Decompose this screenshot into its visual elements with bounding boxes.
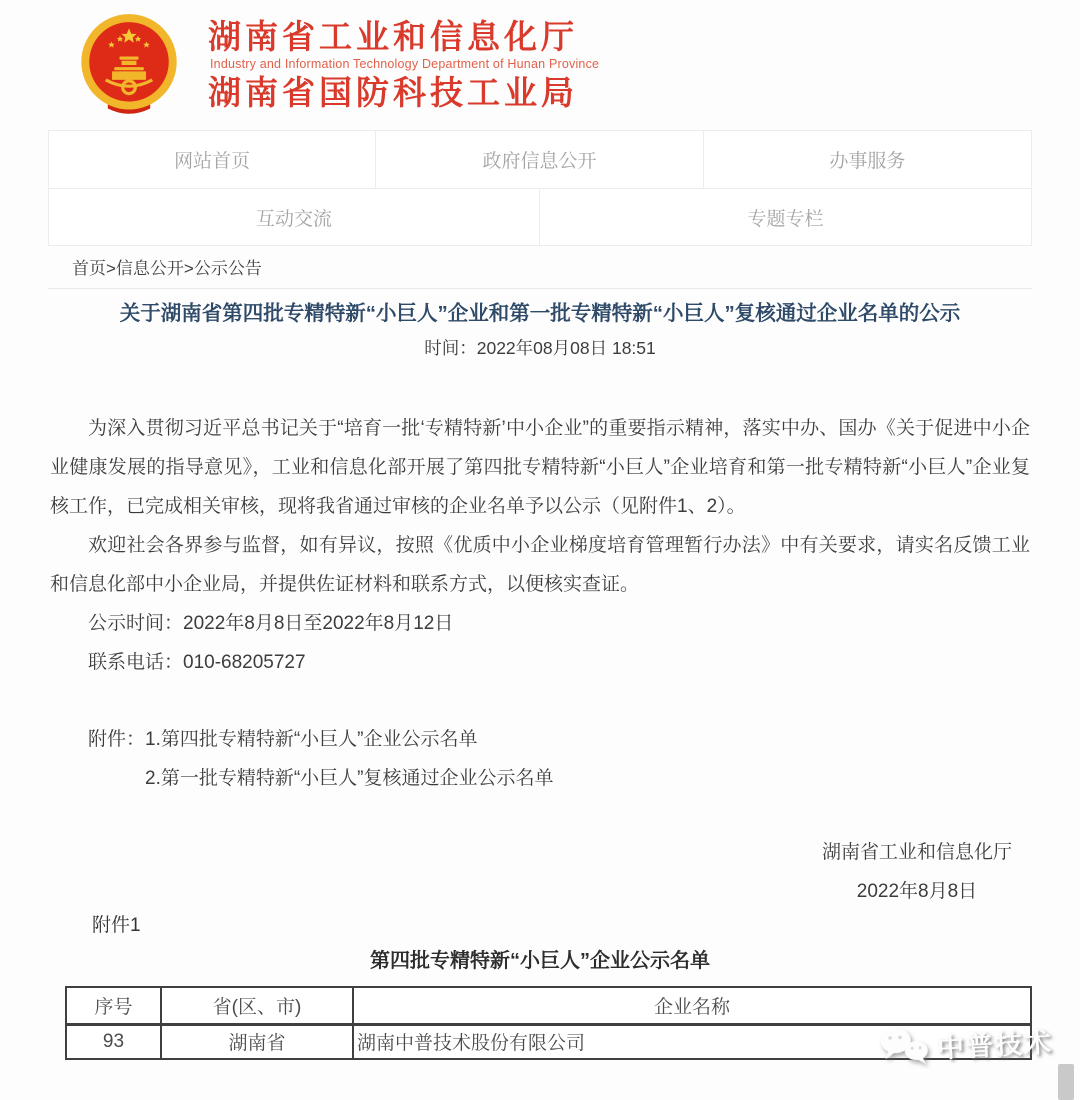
attachment-item-2: 2.第一批专精特新“小巨人”复核通过企业公示名单 xyxy=(145,768,554,789)
org-titles xyxy=(208,18,599,112)
scrollbar-thumb[interactable] xyxy=(1058,1064,1074,1100)
watermark-text: 中普技术 xyxy=(936,1026,1054,1063)
cell-province: 湖南省 xyxy=(161,1024,353,1059)
signature-block xyxy=(0,833,1012,911)
col-header-seq: 序号 xyxy=(66,987,161,1024)
nav-item-special-columns[interactable]: 专题专栏 xyxy=(747,208,824,230)
attachment-1-label: 附件1 xyxy=(92,915,141,936)
table-header-row xyxy=(66,987,1031,1024)
signature-org: 湖南省工业和信息化厅 xyxy=(821,842,1012,863)
publicity-period: 公示时间：2022年8月8日至2022年8月12日 xyxy=(88,613,454,634)
nav-row-2 xyxy=(49,188,1031,245)
cell-company: 湖南中普技术股份有限公司 xyxy=(353,1024,1031,1059)
article-time: 时间：2022年08月08日 18:51 xyxy=(424,338,656,358)
org-title-english: Industry and Information Technology Department of Hunan Province xyxy=(210,57,600,71)
nav-item-services[interactable]: 办事服务 xyxy=(829,151,906,172)
org-title-primary: 湖南省工业和信息化厅 xyxy=(208,18,578,55)
attachment-list xyxy=(50,720,1030,798)
nav-row-1 xyxy=(49,131,1031,188)
table-row xyxy=(66,1024,1031,1059)
article-paragraph-1: 为深入贯彻习近平总书记关于“培育一批‘专精特新’中小企业”的重要指示精神，落实中办、国办《关于促进中小企业健康发展的指导意见》，工业和信息化部开展了第四批专精特新“小巨人”企业培育和第一批专精特新“小巨人”企业复核工作，已完成相关审核，现将我省通过审核的企业名单予以公示（见附件1、2）。 xyxy=(50,418,1030,517)
article-paragraph-2: 欢迎社会各界参与监督，如有异议，按照《优质中小企业梯度培育管理暂行办法》中有关要求，请实名反馈工业和信息化部中小企业局，并提供佐证材料和联系方式，以便核实查证。 xyxy=(50,535,1030,595)
signature-date: 2022年8月8日 xyxy=(856,881,978,902)
main-nav xyxy=(48,130,1032,246)
nav-item-home[interactable]: 网站首页 xyxy=(49,131,376,188)
attachment-item-1: 附件：1.第四批专精特新“小巨人”企业公示名单 xyxy=(88,729,478,750)
col-header-company: 企业名称 xyxy=(353,987,1031,1024)
national-emblem-icon xyxy=(76,12,182,118)
nav-item-interaction[interactable]: 互动交流 xyxy=(49,189,540,245)
nav-item-gov-info[interactable]: 政府信息公开 xyxy=(376,131,703,188)
col-header-province: 省(区、市) xyxy=(161,987,353,1024)
org-title-secondary: 湖南省国防科技工业局 xyxy=(208,74,578,111)
article-body xyxy=(50,409,1030,798)
article-title: 关于湖南省第四批专精特新“小巨人”企业和第一批专精特新“小巨人”复核通过企业名单的公示 xyxy=(119,302,961,325)
breadcrumb[interactable]: 首页>信息公开>公示公告 xyxy=(48,246,1032,289)
site-header xyxy=(0,0,1080,130)
cell-seq: 93 xyxy=(66,1024,161,1059)
enterprise-table xyxy=(65,986,1032,1060)
attachment-table-title: 第四批专精特新“小巨人”企业公示名单 xyxy=(370,950,710,972)
contact-phone: 联系电话：010-68205727 xyxy=(88,652,306,673)
